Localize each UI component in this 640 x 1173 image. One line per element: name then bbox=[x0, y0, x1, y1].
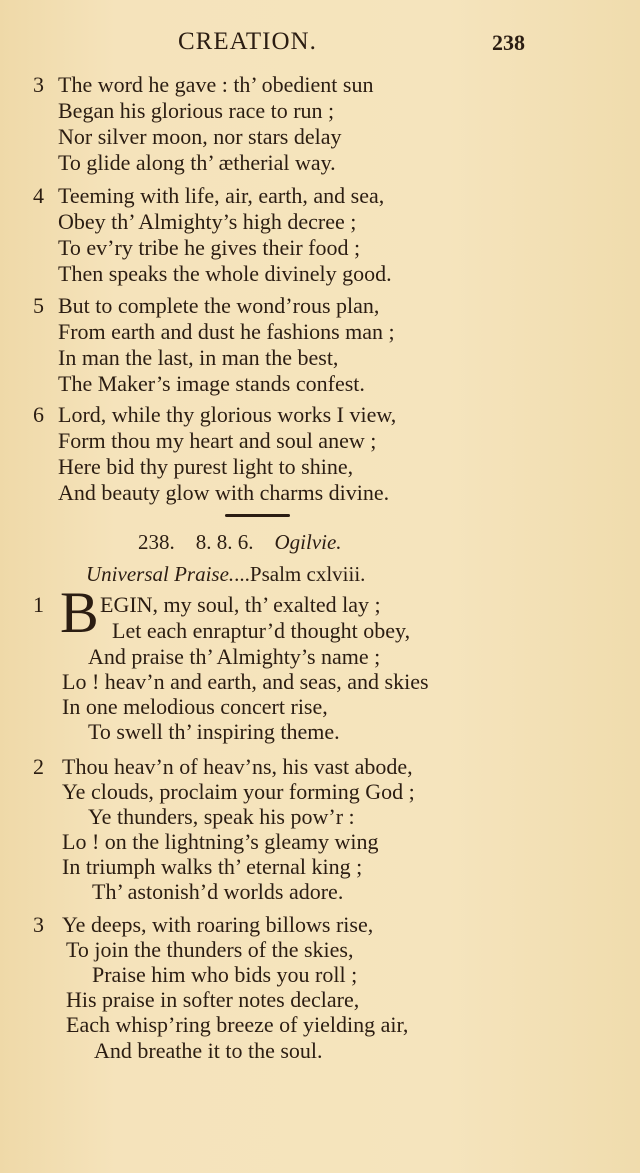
verse-line: To join the thunders of the skies, bbox=[66, 937, 354, 962]
verse-line: EGIN, my soul, th’ exalted lay ; bbox=[100, 592, 381, 617]
verse-line: Thou heav’n of heav’ns, his vast abode, bbox=[62, 754, 413, 779]
verse-line: To glide along th’ ætherial way. bbox=[58, 150, 336, 175]
hymn-heading bbox=[138, 530, 342, 555]
page-number: 238 bbox=[492, 30, 525, 55]
verse-line: Here bid thy purest light to shine, bbox=[58, 454, 354, 479]
verse-line: Lo ! on the lightning’s gleamy wing bbox=[62, 829, 379, 854]
verse-line: And breathe it to the soul. bbox=[94, 1038, 323, 1063]
running-header: CREATION. bbox=[178, 28, 317, 55]
drop-cap: B bbox=[60, 580, 99, 645]
verse-line: To ev’ry tribe he gives their food ; bbox=[58, 235, 361, 260]
verse-line: And praise th’ Almighty’s name ; bbox=[88, 644, 381, 669]
verse-line: Ye thunders, speak his pow’r : bbox=[88, 804, 355, 829]
verse-line: Th’ astonish’d worlds adore. bbox=[92, 879, 344, 904]
verse-line: The word he gave : th’ obedient sun bbox=[58, 72, 374, 97]
verse-line: In man the last, in man the best, bbox=[58, 345, 339, 370]
verse-line: In triumph walks th’ eternal king ; bbox=[62, 854, 363, 879]
verse-line: Form thou my heart and soul anew ; bbox=[58, 428, 377, 453]
verse-line: Began his glorious race to run ; bbox=[58, 98, 335, 123]
verse-line: Obey th’ Almighty’s high decree ; bbox=[58, 209, 357, 234]
verse-line: Teeming with life, air, earth, and sea, bbox=[58, 183, 385, 208]
verse-line: Lo ! heav’n and earth, and seas, and skies bbox=[62, 669, 429, 694]
verse-number: 5 bbox=[33, 293, 44, 318]
verse-line: Lord, while thy glorious works I view, bbox=[58, 402, 397, 427]
hymn-number: 238. bbox=[138, 530, 175, 554]
verse-line: And beauty glow with charms divine. bbox=[58, 480, 390, 505]
verse-number: 3 bbox=[33, 912, 44, 937]
verse-line: Each whisp’ring breeze of yielding air, bbox=[66, 1012, 409, 1037]
verse-line: From earth and dust he fashions man ; bbox=[58, 319, 395, 344]
hymn-theme: Universal Praise. bbox=[86, 562, 235, 586]
verse-line: Ye deeps, with roaring billows rise, bbox=[62, 912, 374, 937]
verse-line: To swell th’ inspiring theme. bbox=[88, 719, 340, 744]
verse-line: Nor silver moon, nor stars delay bbox=[58, 124, 342, 149]
verse-line: The Maker’s image stands confest. bbox=[58, 371, 365, 396]
verse-number: 6 bbox=[33, 402, 44, 427]
verse-line: In one melodious concert rise, bbox=[62, 694, 328, 719]
hymn-subtitle bbox=[86, 562, 365, 587]
verse-number: 4 bbox=[33, 183, 44, 208]
verse-number: 3 bbox=[33, 72, 44, 97]
hymn-reference: ...Psalm cxlviii. bbox=[234, 562, 366, 586]
verse-number: 2 bbox=[33, 754, 44, 779]
hymn-tune: Ogilvie. bbox=[274, 530, 342, 554]
verse-line: Then speaks the whole divinely good. bbox=[58, 261, 392, 286]
section-divider bbox=[225, 514, 290, 517]
verse-line: But to complete the wond’rous plan, bbox=[58, 293, 380, 318]
verse-line: Praise him who bids you roll ; bbox=[92, 962, 358, 987]
verse-line: Let each enraptur’d thought obey, bbox=[112, 618, 411, 643]
verse-number: 1 bbox=[33, 592, 44, 617]
hymn-meter: 8. 8. 6. bbox=[195, 530, 254, 554]
verse-line: Ye clouds, proclaim your forming God ; bbox=[62, 779, 415, 804]
verse-line: His praise in softer notes declare, bbox=[66, 987, 360, 1012]
